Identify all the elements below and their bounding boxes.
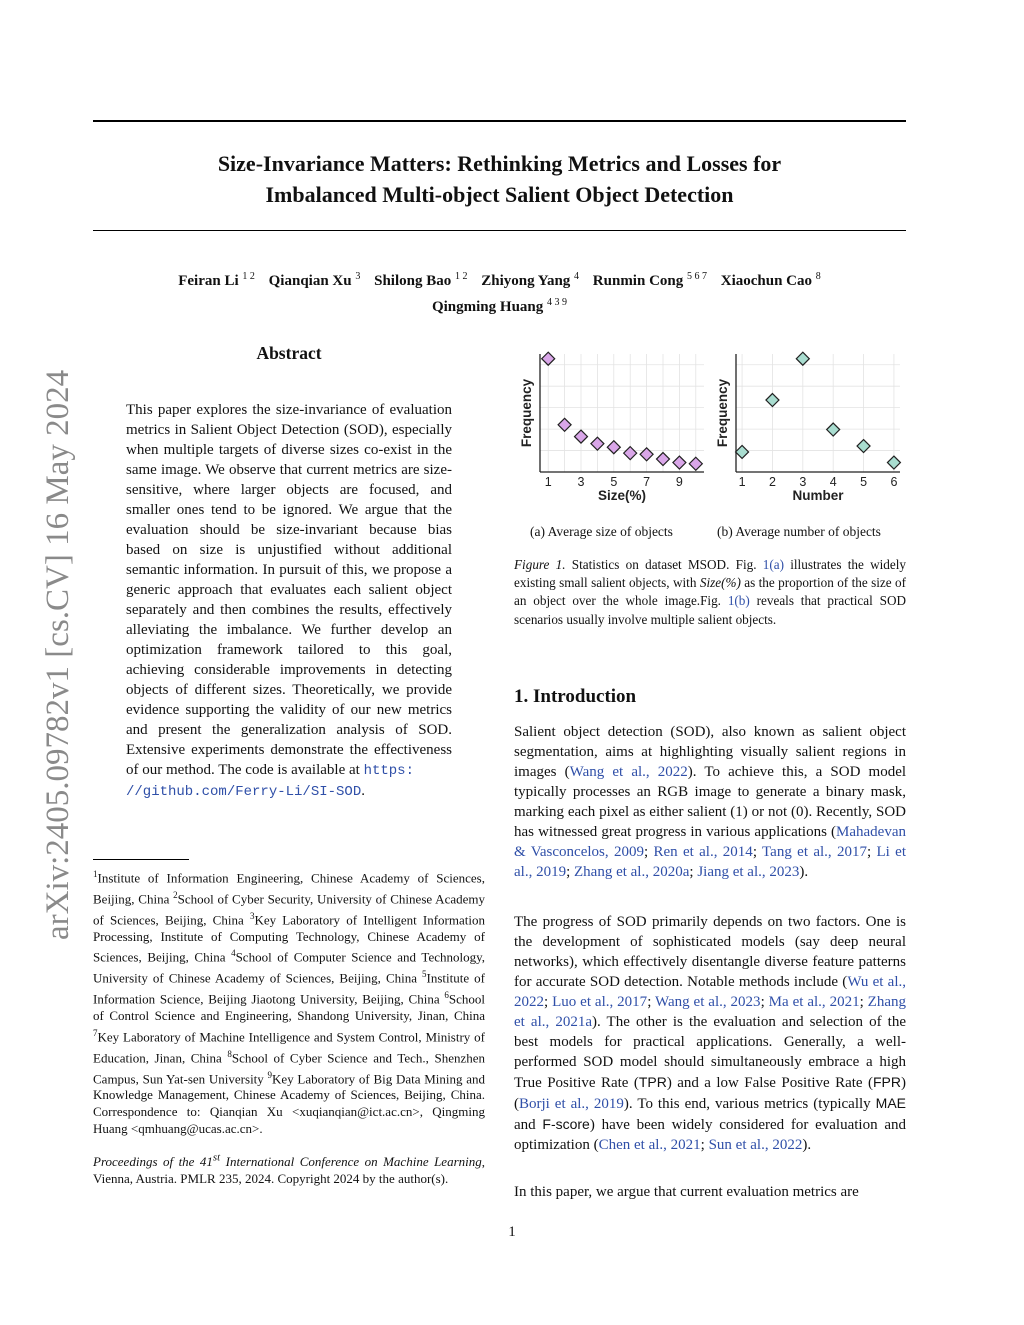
plot-average-number — [715, 352, 900, 503]
text-run: and — [514, 1117, 543, 1133]
data-point — [624, 447, 637, 460]
text-run: ; — [643, 844, 654, 860]
text-run: ; — [689, 864, 698, 880]
citation-link[interactable]: Zhang et al., 2021a — [514, 994, 906, 1030]
text-run: The progress of SOD primarily depends on two factors. One is the development of sophisticated models (say deep neural networks), which effectively disentangle diverse feature patterns for accurate SOD detection. Notable methods include ( — [514, 914, 906, 990]
x-tick-label: 5 — [860, 475, 868, 489]
x-tick-label: 5 — [610, 475, 618, 489]
data-point — [673, 456, 686, 469]
figure-caption: Figure 1. Statistics on dataset MSOD. Fig. 1(a) illustrates the widely existing small salient objects, with Size(%) as the proportion of the size of an object over the whole image.Fig. 1(b) reveals that practical SOD scenarios usually involve multiple salient objects. — [514, 557, 907, 627]
proceedings-note: Proceedings of the 41st International Conference on Machine Learning, Vienna, Austria. PMLR 235, 2024. Copyright 2024 by the author(s). — [93, 1152, 485, 1186]
affiliations-footnote: $^1$Institute of Information Engineering, Chinese Academy of Sciences, Beijing, China $^2$School of Cyber Security, University of Chinese Academy of Sciences, Beijing, China $^3$Key Laboratory of Intelligent Information Processing, Institute of Computing Technology, Chinese Academy of Sciences, Beijing, China $^4$School of Computer Science and Technology, University of Chinese Academy of Sciences, Beijing, China $^5$Institute of Information Science, Beijing Jiaotong University, Beijing, China $^6$School of Control Science and Engineering, Shandong University, Jinan, China $^7$Key Laboratory of Machine Intelligence and System Control, Ministry of Education, Jinan, China $^8$School of Cyber Science and Tech., Shenzhen Campus, Sun Yat-sen University $^9$Key Laboratory of Big Data Mining and Knowledge Management, Chinese Academy of Sciences, Beijing, China. Correspondence to: Qianqian Xu <xuqianqian@ict.ac.cn>, Qingming Huang <qmhuang@ucas.ac.cn>. — [93, 869, 486, 1136]
text-run: Salient object detection (SOD), also known as salient object segmentation, aims at highlighting visually salient regions in images ( — [514, 724, 906, 780]
text-run: ; — [760, 994, 769, 1010]
metric-term: MAE — [875, 1095, 906, 1111]
top-rule — [93, 120, 906, 122]
subcaption-b: (b) Average number of objects — [717, 524, 881, 539]
text-run: ; — [752, 844, 763, 860]
text-run: ; — [700, 1137, 709, 1153]
text-run: ) have been widely considered for evaluation and optimization ( — [514, 1117, 906, 1153]
text-run: ; — [647, 994, 656, 1010]
text-run: ). To achieve this, a SOD model typically processes an RGB image to generate a binary mask, marking each pixel as either salient (1) or not (0). Recently, SOD has witnessed great progress in various applications ( — [514, 764, 907, 840]
author-list — [93, 266, 906, 318]
data-point — [689, 457, 702, 470]
citation-link[interactable]: Wang et al., 2022 — [569, 764, 688, 780]
ref-fig-1b[interactable]: 1(b) — [727, 593, 750, 609]
metric-term: TPR — [638, 1074, 667, 1090]
citation-link[interactable]: Wu et al., 2022 — [514, 974, 906, 1010]
author: Xiaochun Cao $^8$ — [720, 271, 821, 289]
citation-link[interactable]: Li et al., 2019 — [514, 844, 906, 880]
metric-term: FPR — [873, 1074, 901, 1090]
abstract-heading: Abstract — [256, 343, 322, 363]
text-run: ). — [802, 1137, 812, 1153]
x-tick-label: 2 — [768, 475, 776, 489]
author: Runmin Cong $^{5 6 7}$ — [592, 271, 707, 289]
x-tick-label: 4 — [829, 475, 837, 489]
text-run: ). — [799, 864, 809, 880]
text-run: ) and a low False Positive Rate ( — [666, 1075, 873, 1091]
data-point — [657, 453, 670, 466]
author: Feiran Li $^{1 2}$ — [178, 271, 255, 289]
abstract-body: This paper explores the size-invariance of evaluation metrics in Salient Object Detection (SOD), especially when multiple targets of diverse sizes co-exist in the same image. We observe that current metrics are size-sensitive, where larger objects are focused, and smaller ones tend to be ignored. We argue that the evaluation should be size-invariant because bias based on size is unjustified without additional semantic information. In pursuit of this, we propose a generic approach that evaluates each salient object separately and then combines the results, effectively alleviating the imbalance. We further develop an optimization framework tailored to this goal, achieving considerable improvements in detecting objects of different sizes. Theoretically, we provide evidence supporting the validity of our new metrics and present the generalization analysis of SOD. Extensive experiments demonstrate the effectiveness of our method. The code is available at https: //github.com/Ferry-Li/SI-SOD. — [126, 402, 452, 800]
x-tick-label: 7 — [643, 475, 651, 489]
data-point — [591, 437, 604, 450]
section-heading-introduction: 1. Introduction — [514, 686, 637, 707]
citation-link[interactable]: Mahadevan & Vasconcelos, 2009 — [514, 824, 906, 860]
title-bottom-rule — [93, 230, 906, 231]
text-run: ; — [866, 844, 877, 860]
arxiv-identifier[interactable]: arXiv:2405.09782v1 [cs.CV] 16 May 2024 — [40, 369, 76, 940]
data-point — [766, 394, 779, 407]
x-tick-label: 1 — [544, 475, 552, 489]
data-point — [827, 423, 840, 436]
citation-link[interactable]: Wang et al., 2023 — [655, 994, 761, 1010]
page-number: 1 — [508, 1224, 516, 1240]
text-run: ). To this end, various metrics (typically — [623, 1096, 876, 1112]
intro-paragraph-1 — [514, 722, 906, 882]
text-run: ; — [566, 864, 574, 880]
y-axis-label: Frequency — [715, 378, 730, 448]
citation-link[interactable]: Borji et al., 2019 — [519, 1096, 624, 1112]
author: Qingming Huang $^{4 3 9}$ — [431, 297, 568, 315]
text-run: ; — [859, 994, 868, 1010]
ref-fig-1a[interactable]: 1(a) — [762, 557, 784, 572]
x-axis-label: Number — [792, 488, 844, 503]
intro-paragraph-3: In this paper, we argue that current evaluation metrics are — [514, 1184, 859, 1200]
citation-link[interactable]: Jiang et al., 2023 — [697, 864, 800, 880]
x-axis-label: Size(%) — [597, 488, 647, 503]
code-link[interactable]: https: //github.com/Ferry-Li/SI-SOD — [126, 763, 414, 800]
footnote-rule — [93, 859, 189, 860]
data-point — [736, 445, 749, 458]
citation-link[interactable]: Chen et al., 2021 — [598, 1137, 701, 1153]
plot-average-size — [519, 352, 704, 503]
citation-link[interactable]: Tang et al., 2017 — [762, 844, 867, 860]
data-point — [796, 352, 809, 365]
citation-link[interactable]: Ma et al., 2021 — [768, 994, 860, 1010]
data-point — [575, 430, 588, 443]
paper-title — [93, 148, 906, 210]
citation-link[interactable]: Luo et al., 2017 — [552, 994, 648, 1010]
x-tick-label: 9 — [675, 475, 683, 489]
text-run: ; — [544, 994, 553, 1010]
y-axis-label: Frequency — [519, 378, 534, 448]
subcaption-a: (a) Average size of objects — [530, 524, 673, 539]
text-run: ) ( — [514, 1075, 906, 1112]
x-tick-label: 3 — [577, 475, 585, 489]
data-point — [607, 441, 620, 454]
data-point — [542, 352, 555, 365]
x-tick-label: 3 — [799, 475, 807, 489]
title-line-1: Size-Invariance Matters: Rethinking Metrics and Losses for — [217, 151, 782, 176]
x-tick-label: 1 — [738, 475, 746, 489]
metric-term: F-score — [542, 1116, 590, 1132]
text-run: ). The other is the evaluation and selection of the best models for practical applications. Generally, a well-performed SOD model should simultaneously embrace a high True Positive Rate ( — [514, 1014, 906, 1091]
author: Zhiyong Yang $^4$ — [481, 271, 580, 289]
x-tick-label: 6 — [890, 475, 898, 489]
intro-paragraph-2 — [514, 912, 906, 1155]
author: Qianqian Xu $^3$ — [268, 271, 361, 289]
citation-link[interactable]: Sun et al., 2022 — [708, 1137, 803, 1153]
author: Shilong Bao $^{1 2}$ — [374, 271, 468, 289]
title-line-2: Imbalanced Multi-object Salient Object Detection — [265, 182, 734, 207]
data-point — [640, 448, 653, 461]
citation-link[interactable]: Zhang et al., 2020a — [574, 864, 690, 880]
citation-link[interactable]: Ren et al., 2014 — [653, 844, 753, 860]
data-point — [887, 456, 900, 469]
